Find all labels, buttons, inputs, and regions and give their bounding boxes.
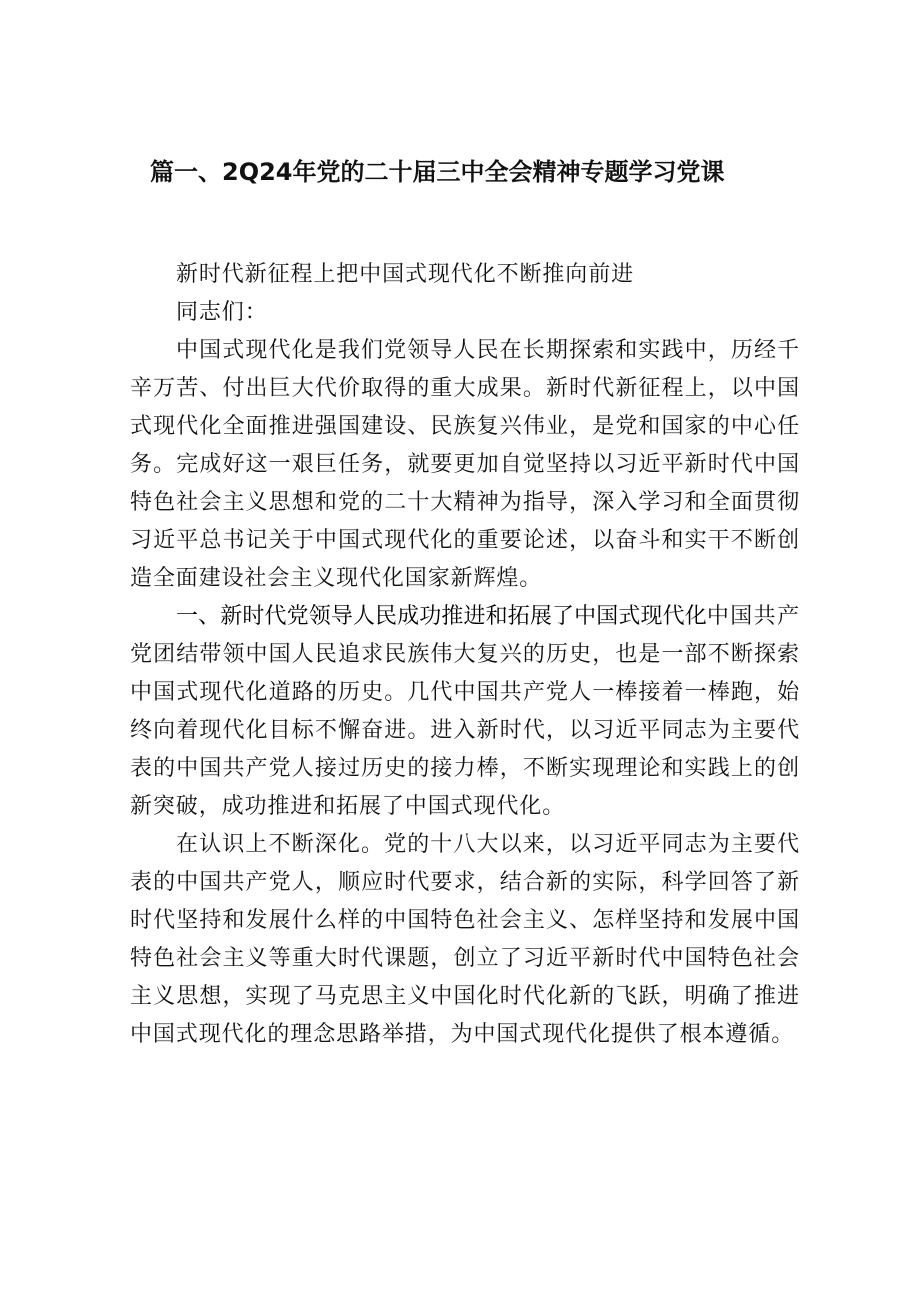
- salutation: 同志们：: [176, 300, 268, 325]
- document-title: 篇一、2Q24年党的二十届三中全会精神专题学习党课: [150, 158, 725, 186]
- section-1-paragraph: [130, 598, 800, 826]
- section-1-heading: 一、新时代党领导人民成功推进和拓展了中国式现代化: [176, 604, 707, 629]
- section-1-text: 中国共产党团结带领中国人民追求民族伟大复兴的历史，也是一部不断探索中国式现代化道路的历史。几代中国共产党人一棒接着一棒跑，始终向着现代化目标不懈奋进。进入新时代，以习近平同志为主要代表的中国共产党人接过历史的接力棒，不断实现理论和实践上的创新突破，成功推进和拓展了中国式现代化。: [130, 604, 800, 819]
- paragraph-intro: 中国式现代化是我们党领导人民在长期探索和实践中，历经千辛万苦、付出巨大代价取得的重大成果。新时代新征程上，以中国式现代化全面推进强国建设、民族复兴伟业，是党和国家的中心任务。完成好这一艰巨任务，就要更加自觉坚持以习近平新时代中国特色社会主义思想和党的二十大精神为指导，深入学习和全面贯彻习近平总书记关于中国式现代化的重要论述，以奋斗和实干不断创造全面建设社会主义现代化国家新辉煌。: [130, 338, 800, 591]
- document-subtitle: 新时代新征程上把中国式现代化不断推向前进: [176, 262, 635, 287]
- paragraph-understanding: 在认识上不断深化。党的十八大以来，以习近平同志为主要代表的中国共产党人，顺应时代要求，结合新的实际，科学回答了新时代坚持和发展什么样的中国特色社会主义、怎样坚持和发展中国特色社会主义等重大时代课题，创立了习近平新时代中国特色社会主义思想，实现了马克思主义中国化时代化新的飞跃，明确了推进中国式现代化的理念思路举措，为中国式现代化提供了根本遵循。: [130, 832, 800, 1047]
- document-body: [130, 256, 800, 1054]
